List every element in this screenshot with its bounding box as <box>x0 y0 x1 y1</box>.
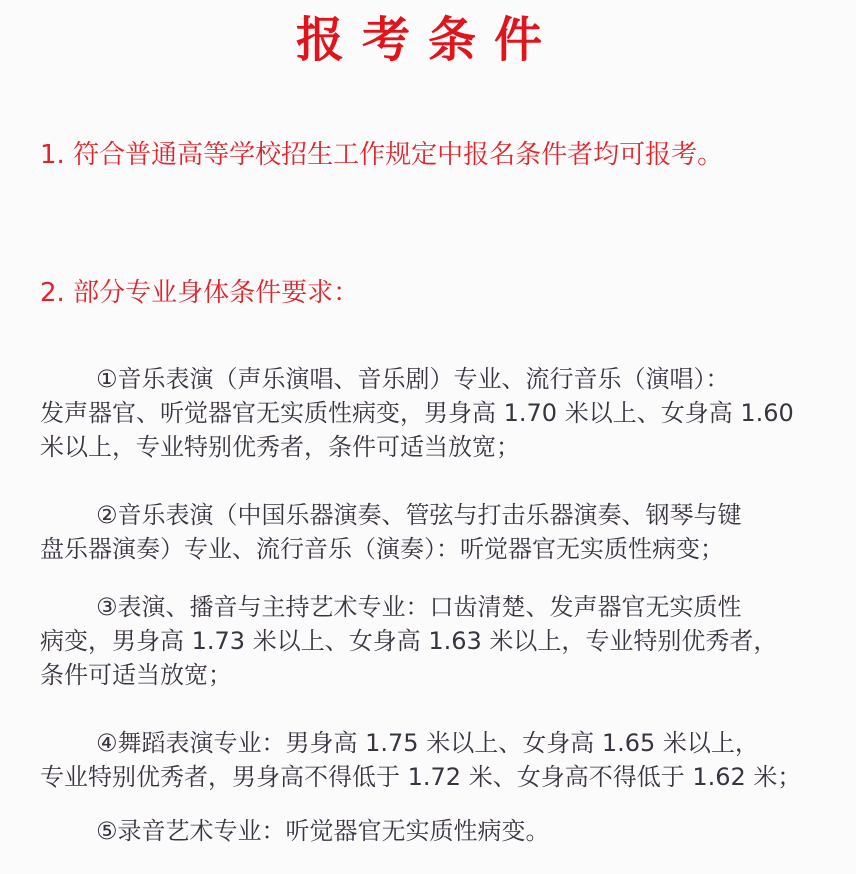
requirement-3 <box>40 590 840 692</box>
section-heading-2: 2. 部分专业身体条件要求： <box>40 278 360 308</box>
requirement-3-line-3: 条件可适当放宽； <box>40 661 232 689</box>
requirement-1-line-3: 米以上，专业特别优秀者，条件可适当放宽； <box>40 433 520 461</box>
requirement-2-line-2: 盘乐器演奏）专业、流行音乐（演奏）：听觉器官无实质性病变； <box>40 535 724 563</box>
requirement-3-line-2: 病变，男身高 1.73 米以上、女身高 1.63 米以上，专业特别优秀者， <box>40 627 778 655</box>
page-title: 报考条件 <box>295 12 560 68</box>
requirement-3-line-1: ③表演、播音与主持艺术专业：口齿清楚、发声器官无实质性 <box>96 593 742 621</box>
requirement-1 <box>40 362 840 464</box>
requirement-1-line-1: ①音乐表演（声乐演唱、音乐剧）专业、流行音乐（演唱）： <box>96 365 730 393</box>
requirement-5-line-1: ⑤录音艺术专业：听觉器官无实质性病变。 <box>96 817 550 845</box>
section-heading-1: 1. 符合普通高等学校招生工作规定中报名条件者均可报考。 <box>40 140 724 170</box>
requirement-4-line-1: ④舞蹈表演专业：男身高 1.75 米以上、女身高 1.65 米以上， <box>96 729 759 757</box>
requirement-5 <box>40 814 840 848</box>
requirement-1-line-2: 发声器官、听觉器官无实质性病变，男身高 1.70 米以上、女身高 1.60 <box>40 399 794 427</box>
requirement-2-line-1: ②音乐表演（中国乐器演奏、管弦与打击乐器演奏、钢琴与键 <box>96 501 742 529</box>
requirement-4 <box>40 726 840 794</box>
requirement-4-line-2: 专业特别优秀者，男身高不得低于 1.72 米、女身高不得低于 1.62 米； <box>40 763 802 791</box>
requirement-2 <box>40 498 840 566</box>
